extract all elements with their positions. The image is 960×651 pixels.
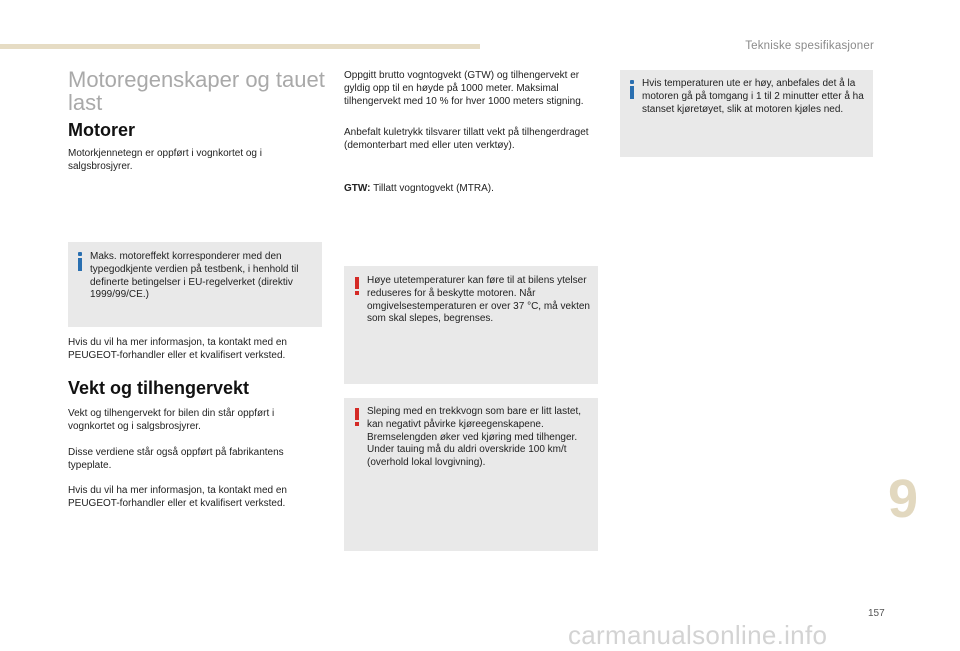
gtw-definition — [344, 183, 596, 196]
page-title: Motoregenskaper og tauet last — [68, 67, 325, 115]
engine-cooling-info-text: Hvis temperaturen ute er høy, anbefales det å la motoren gå på tomgang i 1 til 2 minutter etter å ha stanset kjøretøyet, slik at motoren kjøles ned. — [642, 78, 864, 115]
towing-warning — [344, 398, 598, 551]
towing-warning-line-2: Bremselengden øker ved kjøring med tilhenger. — [367, 431, 578, 443]
weights-para-2: Disse verdiene står også oppført på fabrikantens typeplate. — [68, 447, 284, 471]
gtw-label: GTW: — [344, 183, 371, 194]
engines-heading: Motorer — [68, 120, 135, 140]
chapter-number: 9 — [888, 469, 919, 529]
engines-more-info: Hvis du vil ha mer informasjon, ta kontakt med en PEUGEOT-forhandler eller et kvalifisert verksted. — [68, 337, 287, 361]
header-accent-bar — [0, 44, 480, 49]
section-title: Tekniske spesifikasjoner — [745, 40, 874, 52]
towing-warning-text — [367, 406, 595, 470]
weights-para-3: Hvis du vil ha mer informasjon, ta kontakt med en PEUGEOT-forhandler eller et kvalifisert verksted. — [68, 485, 287, 509]
watermark: carmanualsonline.info — [568, 620, 828, 650]
page-number: 157 — [868, 608, 885, 619]
high-temperature-warning-text: Høye utetemperaturer kan føre til at bilens ytelser reduseres for å beskytte motoren. Når omgivelsestemperaturen er over 37 °C, må vekten som skal slepes, begrenses. — [367, 275, 590, 325]
high-temperature-warning — [344, 266, 598, 384]
engine-power-info-text: Maks. motoreffekt korresponderer med den typegodkjente verdien på testbenk, i henhold til definerte betingelser i EU-regelverket (direktiv 1999/99/CE.) — [90, 251, 299, 301]
engines-intro: Motorkjennetegn er oppført i vognkortet og i salgsbrosjyrer. — [68, 148, 262, 172]
towing-warning-line-1: Sleping med en trekkvogn som bare er litt lastet, kan negativt påvirke kjøreegenskapene. — [367, 406, 581, 430]
hitch-load-paragraph: Anbefalt kuletrykk tilsvarer tillatt vekt på tilhengerdraget (demonterbart med eller uten verktøy). — [344, 127, 589, 151]
weights-para-1: Vekt og tilhengervekt for bilen din står oppført i vognkortet og i salgsbrosjyrer. — [68, 408, 275, 432]
weights-heading: Vekt og tilhengervekt — [68, 378, 250, 398]
engine-power-info-note — [68, 242, 322, 327]
engine-cooling-info-note — [620, 70, 873, 157]
gtw-definition-text: Tillatt vogntogvekt (MTRA). — [373, 183, 494, 194]
towing-warning-line-3: Under tauing må du aldri overskride 100 km/t (overhold lokal lovgivning). — [367, 444, 567, 469]
gtw-paragraph: Oppgitt brutto vogntogvekt (GTW) og tilhengervekt er gyldig opp til en høyde på 1000 meter. Maksimal tilhengervekt med 10 % for hver 1000 meters stigning. — [344, 70, 584, 107]
